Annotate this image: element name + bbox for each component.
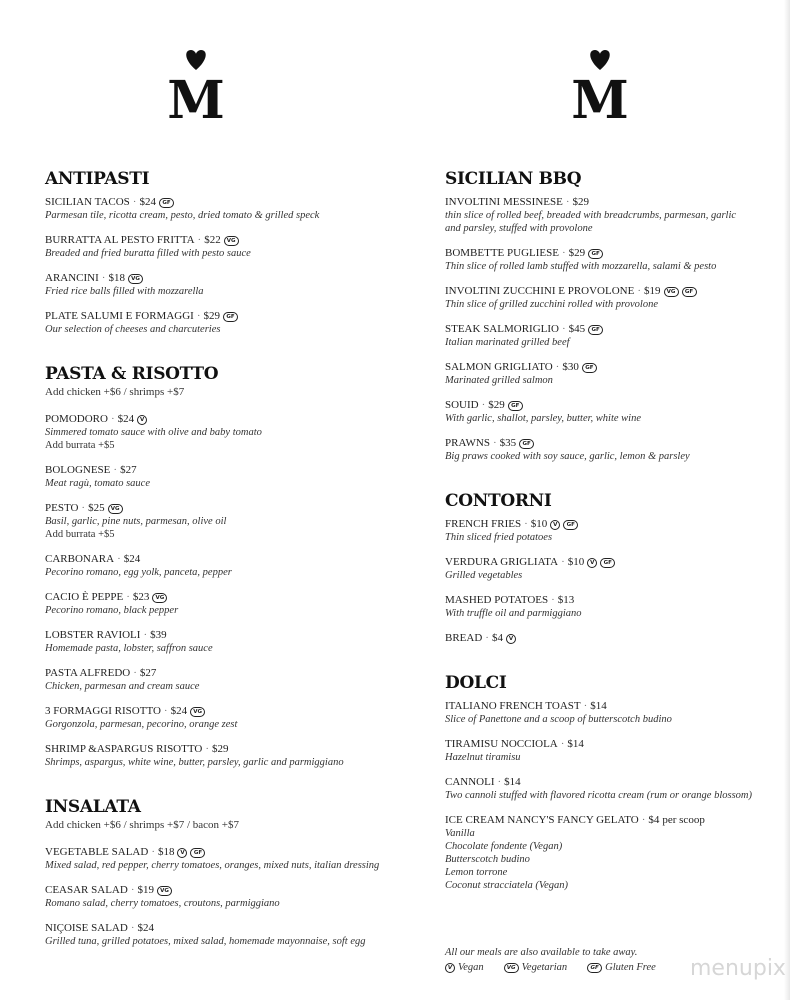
item-header (45, 705, 415, 718)
item-header (445, 594, 775, 607)
v-badge-icon: V (506, 634, 516, 644)
price-separator: · (205, 743, 209, 755)
price-separator: · (524, 518, 528, 530)
item-description: Our selection of cheeses and charcuteries (45, 324, 221, 335)
vg-badge-icon: VG (157, 886, 172, 896)
gf-badge-icon: GF (190, 848, 205, 858)
svg-text:M: M (167, 70, 225, 122)
item-description: Thin slice of rolled lamb stuffed with mozzarella, salami & pesto (445, 261, 717, 272)
menu-section (45, 168, 415, 336)
price-separator: · (113, 464, 118, 476)
item-name: STEAK SALMORIGLIO (445, 323, 559, 335)
menu-item (45, 705, 415, 731)
item-header (45, 553, 415, 566)
legend-item (504, 962, 578, 973)
item-price: $24 (123, 553, 141, 565)
menu-item (445, 285, 775, 311)
item-price: $24 (170, 705, 188, 717)
item-description: Meat ragù, tomato sauce (45, 478, 150, 489)
item-description: Simmered tomato sauce with olive and baby tomato (45, 427, 262, 438)
item-description: Vanilla (445, 828, 475, 839)
menu-item (45, 413, 415, 452)
price-separator: · (641, 814, 646, 826)
heart-m-logo-icon (570, 46, 630, 122)
item-header (445, 285, 775, 298)
item-description: thin slice of rolled beef, breaded with breadcrumbs, parmesan, garlic (445, 210, 737, 221)
gf-badge-icon: GF (582, 363, 597, 373)
item-price: $30 (562, 361, 579, 373)
item-header (445, 700, 775, 713)
item-name: TIRAMISU NOCCIOLA (445, 738, 558, 750)
item-description: Big praws cooked with soy sauce, garlic, lemon & parsley (445, 451, 690, 462)
item-description: Chicken, parmesan and cream sauce (45, 681, 200, 692)
item-description: Chocolate fondente (Vegan) (445, 841, 563, 852)
menu-section (445, 672, 775, 892)
v-badge-icon: V (550, 520, 560, 530)
item-header (45, 743, 415, 756)
price-separator: · (637, 285, 641, 297)
menu-item (45, 502, 415, 541)
item-name: VERDURA GRIGLIATA (445, 556, 559, 568)
item-header (445, 361, 775, 374)
item-price: $19 (137, 884, 154, 896)
price-separator: · (110, 413, 115, 425)
item-header (45, 591, 415, 604)
item-description: Thin sliced fried potatoes (445, 532, 553, 543)
vg-badge-icon: VG (224, 236, 239, 246)
price-separator: · (151, 846, 155, 858)
gf-badge-icon: GF (600, 558, 615, 568)
item-header (445, 247, 775, 260)
item-price: $45 (568, 323, 586, 335)
item-name: INVOLTINI ZUCCHINI E PROVOLONE (445, 285, 635, 297)
item-addon: Add burrata +$5 (45, 529, 115, 540)
price-separator: · (561, 556, 565, 568)
price-separator: · (551, 594, 555, 606)
price-separator: · (81, 502, 86, 514)
legend-label: Vegetarian (521, 962, 568, 973)
item-description: Hazelnut tiramisu (445, 752, 521, 763)
item-price: $24 (139, 196, 156, 208)
item-price: $14 (504, 776, 521, 788)
price-separator: · (117, 553, 121, 565)
item-description: Two cannoli stuffed with flavored ricotta cream (rum or orange blossom) (445, 790, 753, 801)
item-price: $19 (644, 285, 661, 297)
menu-item (445, 247, 775, 273)
menu-column-right (445, 168, 775, 919)
item-price: $25 (88, 502, 105, 514)
item-price: $4 (648, 814, 660, 826)
legend-label: Vegan (458, 962, 484, 973)
item-price: $27 (139, 667, 157, 679)
menu-item (45, 310, 415, 336)
menu-item (45, 922, 415, 948)
price-separator: · (163, 705, 168, 717)
item-price: $24 (117, 413, 135, 425)
v-badge-icon: V (587, 558, 597, 568)
price-separator: · (133, 667, 137, 679)
vg-badge-icon: VG (664, 287, 679, 297)
item-price: $29 (203, 310, 220, 322)
item-description: Pecorino romano, black pepper (45, 605, 179, 616)
price-separator: · (196, 310, 201, 322)
vg-badge-icon: VG (152, 593, 167, 603)
item-header (445, 399, 775, 412)
item-name: LOBSTER RAVIOLI (45, 629, 141, 641)
item-header (45, 310, 415, 323)
menu-item (445, 814, 775, 892)
price-separator: · (197, 234, 202, 246)
item-name: 3 FORMAGGI RISOTTO (45, 705, 161, 717)
item-name: CACIO È PEPPE (45, 591, 124, 603)
price-separator: · (126, 591, 130, 603)
gf-badge-icon: GF (682, 287, 697, 297)
item-description: Slice of Panettone and a scoop of butterscotch budino (445, 714, 672, 725)
item-description: Coconut stracciatela (Vegan) (445, 880, 569, 891)
menu-item (45, 234, 415, 260)
item-description: Gorgonzola, parmesan, pecorino, orange zest (45, 719, 238, 730)
item-name: BOMBETTE PUGLIESE (445, 247, 559, 259)
price-separator: · (560, 738, 565, 750)
item-header (45, 884, 415, 897)
item-price: $13 (557, 594, 575, 606)
item-description: Fried rice balls filled with mozzarella (45, 286, 204, 297)
menu-item (45, 667, 415, 693)
price-separator: · (130, 884, 135, 896)
item-header (45, 922, 415, 935)
menu-item (445, 776, 775, 802)
price-suffix: per scoop (662, 814, 705, 826)
price-separator: · (497, 776, 502, 788)
vg-badge-icon: VG (108, 504, 123, 514)
gf-badge-icon: GF (587, 963, 602, 973)
item-description: Butterscotch budino (445, 854, 530, 865)
menu-item (445, 361, 775, 387)
item-header (45, 502, 415, 515)
legend-item (445, 962, 494, 973)
menu-item (445, 738, 775, 764)
menu-item (445, 323, 775, 349)
item-header (45, 846, 415, 859)
item-header (445, 632, 775, 645)
item-name: VEGETABLE SALAD (45, 846, 149, 858)
menu-item (45, 629, 415, 655)
price-separator: · (565, 196, 570, 208)
item-description: Lemon torrone (445, 867, 508, 878)
watermark: menupix (690, 956, 786, 981)
item-description: Marinated grilled salmon (445, 375, 553, 386)
item-header (45, 413, 415, 426)
price-separator: · (101, 272, 106, 284)
gf-badge-icon: GF (519, 439, 534, 449)
gf-badge-icon: GF (508, 401, 523, 411)
section-title: DOLCI (445, 673, 507, 693)
item-description: Parmesan tile, ricotta cream, pesto, dried tomato & grilled speck (45, 210, 320, 221)
legend-label: Gluten Free (605, 962, 656, 973)
vg-badge-icon: VG (504, 963, 519, 973)
gf-badge-icon: GF (588, 249, 603, 259)
menu-item (45, 553, 415, 579)
menu-section (45, 363, 415, 769)
item-description: Grilled vegetables (445, 570, 523, 581)
section-note: Add chicken +$6 / shrimps +$7 / bacon +$7 (45, 819, 239, 831)
item-description: Shrimps, aspargus, white wine, butter, parsley, garlic and parmiggiano (45, 757, 344, 768)
item-price: $29 (572, 196, 590, 208)
item-price: $10 (567, 556, 585, 568)
section-title: CONTORNI (445, 491, 552, 511)
item-description: Basil, garlic, pine nuts, parmesan, olive oil (45, 516, 227, 527)
item-header (445, 518, 775, 531)
item-description: With truffle oil and parmiggiano (445, 608, 582, 619)
item-price: $27 (120, 464, 137, 476)
section-title: PASTA & RISOTTO (45, 364, 219, 384)
item-header (45, 196, 415, 209)
price-separator: · (485, 632, 489, 644)
gf-badge-icon: GF (563, 520, 578, 530)
item-price: $10 (530, 518, 548, 530)
menu-column-left (45, 168, 415, 975)
item-price: $18 (157, 846, 175, 858)
section-note: Add chicken +$6 / shrimps +$7 (45, 386, 185, 398)
diet-legend (445, 960, 676, 975)
item-description: Grilled tuna, grilled potatoes, mixed salad, homemade mayonnaise, soft egg (45, 936, 366, 947)
price-separator: · (555, 361, 560, 373)
gf-badge-icon: GF (223, 312, 238, 322)
item-name: CANNOLI (445, 776, 495, 788)
vg-badge-icon: VG (190, 707, 205, 717)
item-header (445, 814, 775, 827)
price-separator: · (561, 247, 566, 259)
price-separator: · (130, 922, 135, 934)
item-name: NIÇOISE SALAD (45, 922, 128, 934)
price-separator: · (481, 399, 486, 411)
item-description: Breaded and fried buratta filled with pesto sauce (45, 248, 251, 259)
menu-item (45, 464, 415, 490)
item-header (45, 272, 415, 285)
menu-item (445, 518, 775, 544)
item-description: Romano salad, cherry tomatoes, croutons, parmiggiano (45, 898, 280, 909)
item-name: MASHED POTATOES (445, 594, 549, 606)
gf-badge-icon: GF (588, 325, 603, 335)
section-title: ANTIPASTI (45, 169, 150, 189)
svg-text:M: M (571, 70, 629, 122)
item-description: Italian marinated grilled beef (445, 337, 570, 348)
item-name: BURRATTA AL PESTO FRITTA (45, 234, 195, 246)
item-name: SICILIAN TACOS (45, 196, 130, 208)
item-header (45, 464, 415, 477)
menu-item (45, 884, 415, 910)
item-header (445, 323, 775, 336)
menu-item (45, 196, 415, 222)
item-price: $29 (211, 743, 229, 755)
menu-section (445, 490, 775, 645)
v-badge-icon: V (445, 963, 455, 973)
item-price: $29 (568, 247, 586, 259)
item-name: BOLOGNESE (45, 464, 111, 476)
item-name: PRAWNS (445, 437, 490, 449)
item-description: Mixed salad, red pepper, cherry tomatoes, oranges, mixed nuts, italian dressing (45, 860, 380, 871)
item-price: $24 (137, 922, 154, 934)
item-price: $29 (488, 399, 505, 411)
item-name: CARBONARA (45, 553, 115, 565)
price-separator: · (143, 629, 148, 641)
v-badge-icon: V (177, 848, 187, 858)
item-header (45, 667, 415, 680)
menu-item (445, 700, 775, 726)
item-description: Pecorino romano, egg yolk, panceta, pepper (45, 567, 232, 578)
item-price: $14 (590, 700, 607, 712)
item-name: POMODORO (45, 413, 108, 425)
page-edge (784, 0, 790, 1000)
v-badge-icon: V (137, 415, 147, 425)
item-name: INVOLTINI MESSINESE (445, 196, 563, 208)
item-header (45, 234, 415, 247)
item-price: $4 (491, 632, 503, 644)
menu-item (445, 556, 775, 582)
item-header (445, 776, 775, 789)
price-separator: · (492, 437, 497, 449)
item-name: ITALIANO FRENCH TOAST (445, 700, 581, 712)
menu-section (45, 796, 415, 948)
item-price: $14 (567, 738, 584, 750)
heart-m-logo-icon (166, 46, 226, 122)
menu-item (45, 272, 415, 298)
item-description: Thin slice of grilled zucchini rolled with provolone (445, 299, 658, 310)
takeaway-note: All our meals are also available to take away. (445, 947, 638, 958)
item-price: $39 (150, 629, 167, 641)
item-header (445, 437, 775, 450)
menu-item (445, 594, 775, 620)
logo-right (570, 46, 630, 122)
price-separator: · (132, 196, 137, 208)
item-header (445, 556, 775, 569)
menu-item (45, 846, 415, 872)
item-price: $22 (204, 234, 221, 246)
legend-item (587, 962, 666, 973)
item-name: PLATE SALUMI E FORMAGGI (45, 310, 194, 322)
item-name: ARANCINI (45, 272, 99, 284)
section-title: INSALATA (45, 797, 141, 817)
section-title: SICILIAN BBQ (445, 169, 582, 189)
item-header (445, 738, 775, 751)
item-name: SALMON GRIGLIATO (445, 361, 553, 373)
item-name: PASTA ALFREDO (45, 667, 131, 679)
menu-item (45, 591, 415, 617)
item-header (445, 196, 775, 209)
menu-footer (445, 945, 676, 975)
item-name: CEASAR SALAD (45, 884, 128, 896)
item-price: $18 (108, 272, 125, 284)
item-price: $23 (132, 591, 150, 603)
menu-item (45, 743, 415, 769)
logo-left (166, 46, 226, 122)
item-name: PESTO (45, 502, 79, 514)
item-description: Homemade pasta, lobster, saffron sauce (45, 643, 213, 654)
item-header (45, 629, 415, 642)
item-name: SHRIMP &ASPARGUS RISOTTO (45, 743, 203, 755)
item-name: SOUID (445, 399, 479, 411)
price-separator: · (583, 700, 588, 712)
item-name: ICE CREAM NANCY'S FANCY GELATO (445, 814, 639, 826)
menu-item (445, 632, 775, 645)
gf-badge-icon: GF (159, 198, 174, 208)
menu-section (445, 168, 775, 463)
item-name: FRENCH FRIES (445, 518, 522, 530)
price-separator: · (561, 323, 566, 335)
menu-item (445, 399, 775, 425)
vg-badge-icon: VG (128, 274, 143, 284)
item-name: BREAD (445, 632, 483, 644)
item-price: $35 (499, 437, 517, 449)
menu-item (445, 437, 775, 463)
item-description: With garlic, shallot, parsley, butter, white wine (445, 413, 641, 424)
menu-item (445, 196, 775, 235)
item-addon: Add burrata +$5 (45, 440, 115, 451)
item-description: and parsley, stuffed with provolone (445, 223, 593, 234)
